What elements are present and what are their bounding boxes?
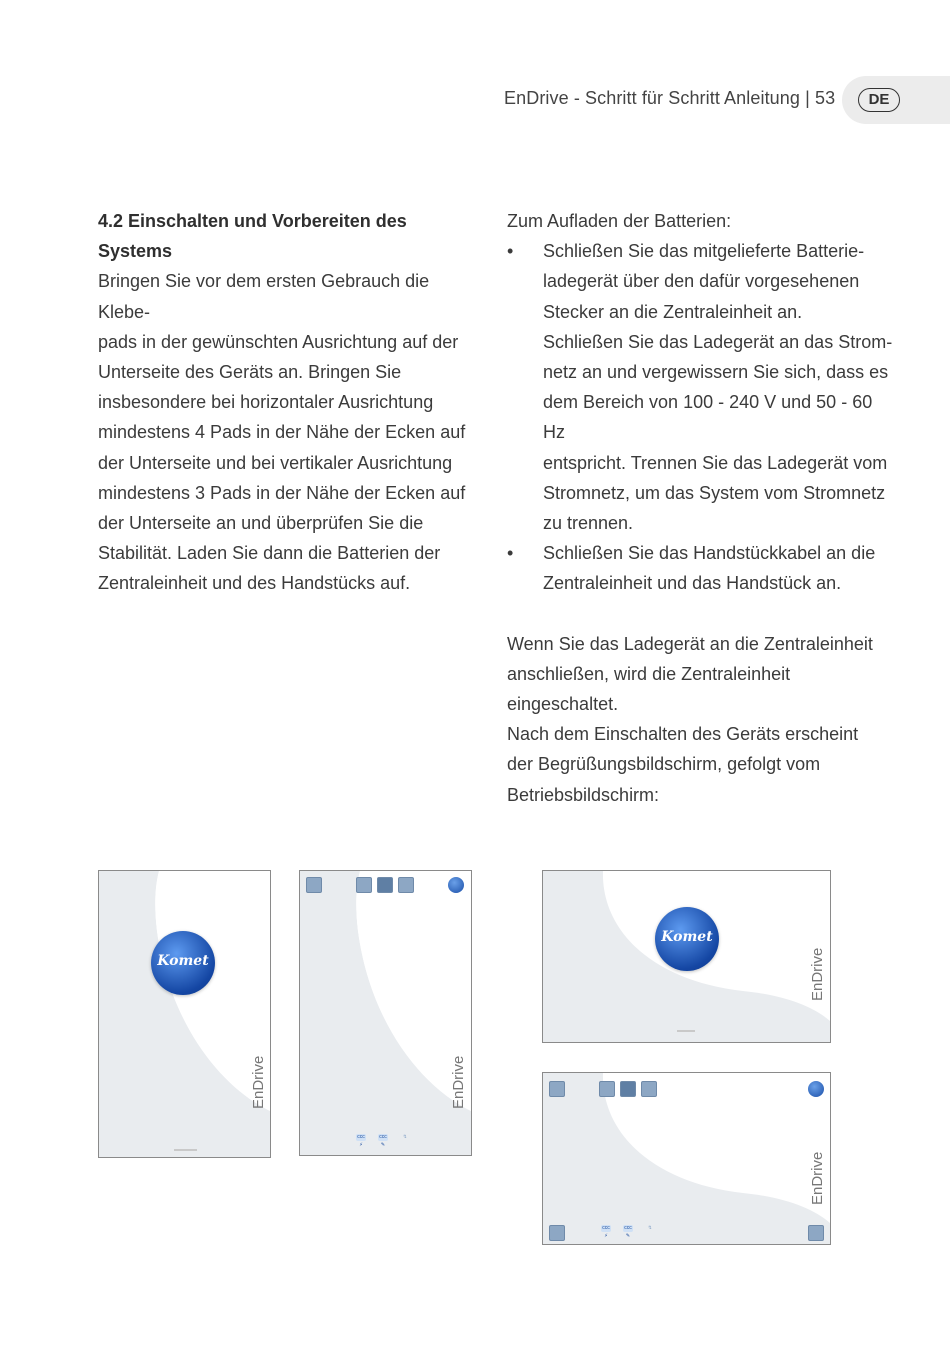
para-line: eingeschaltet.: [507, 694, 619, 715]
status-label: ccc: [602, 1225, 610, 1231]
left-line: mindestens 3 Pads in der Nähe der Ecken auf: [98, 482, 466, 503]
language-tab: [842, 76, 950, 124]
bullet-line: Schließen Sie das Handstückkabel an die: [543, 543, 876, 564]
operating-screen-portrait: [299, 870, 472, 1156]
para-line: Wenn Sie das Ladegerät an die Zentraleinheit: [507, 633, 873, 654]
handpiece-status-icon: ccc ✎: [624, 1225, 632, 1239]
left-column: [98, 206, 478, 599]
bullet-line: netz an und vergewissern Sie sich, dass es: [543, 362, 889, 383]
bullet-line: Schließen Sie das Ladegerät an das Strom-: [543, 331, 893, 352]
endrive-label: EnDrive: [450, 1055, 467, 1109]
program-icon[interactable]: [356, 877, 372, 893]
komet-logo: [151, 931, 215, 995]
bullet-item: [507, 236, 897, 538]
file-icon[interactable]: [398, 877, 414, 893]
handpiece-icon[interactable]: [377, 877, 393, 893]
left-line: mindestens 4 Pads in der Nähe der Ecken auf: [98, 422, 466, 443]
bullet-item: [507, 538, 897, 598]
settings-icon[interactable]: [306, 877, 322, 893]
bullet-line: zu trennen.: [543, 513, 634, 534]
para-line: Nach dem Einschalten des Geräts erscheint: [507, 724, 859, 745]
bullet-line: dem Bereich von 100 - 240 V und 50 - 60 Hz: [543, 392, 873, 443]
bullet-line: entspricht. Trennen Sie das Ladegerät vom: [543, 452, 888, 473]
para-line: Betriebsbildschirm:: [507, 784, 660, 805]
bullet-line: Schließen Sie das mitgelieferte Batterie-: [543, 241, 865, 262]
back-icon[interactable]: [549, 1225, 565, 1241]
section-heading: 4.2 Einschalten und Vorbereiten des Systems: [98, 211, 407, 262]
charging-intro: Zum Aufladen der Batterien:: [507, 211, 732, 231]
status-label: ccc: [624, 1225, 632, 1231]
battery-status-icon: ccc ⚡: [602, 1225, 610, 1239]
left-line: Zentraleinheit und des Handstücks auf.: [98, 573, 411, 594]
battery-status-icon: ccc ⚡: [357, 1134, 365, 1148]
handpiece-status-icon: ccc ✎: [379, 1134, 387, 1148]
bullet-symbol: •: [507, 241, 514, 262]
forward-icon[interactable]: [808, 1225, 824, 1241]
right-column: [507, 206, 897, 810]
para-line: anschließen, wird die Zentraleinheit: [507, 663, 791, 684]
handpiece-icon[interactable]: [620, 1081, 636, 1097]
bullet-symbol: •: [507, 543, 514, 564]
bullet-line: Stromnetz, um das System vom Stromnetz: [543, 482, 886, 503]
connection-status-icon: ↯: [647, 1225, 653, 1231]
komet-globe-icon[interactable]: [448, 877, 464, 893]
operating-screen-landscape: [542, 1072, 831, 1245]
settings-icon[interactable]: [549, 1081, 565, 1097]
endrive-label: EnDrive: [809, 1151, 826, 1205]
welcome-screen-landscape: [542, 870, 831, 1043]
program-icon[interactable]: [599, 1081, 615, 1097]
left-line: insbesondere bei horizontaler Ausrichtung: [98, 392, 434, 413]
left-line: pads in der gewünschten Ausrichtung auf der: [98, 331, 459, 352]
endrive-label: EnDrive: [250, 1055, 267, 1109]
left-line: der Unterseite an und überprüfen Sie die: [98, 513, 424, 534]
bullet-line: Zentraleinheit und das Handstück an.: [543, 573, 842, 594]
komet-logo: [655, 907, 719, 971]
bullet-line: Stecker an die Zentraleinheit an.: [543, 301, 803, 322]
status-label: ccc: [379, 1134, 387, 1140]
connection-status-icon: ↯: [402, 1134, 408, 1140]
endrive-label: EnDrive: [809, 947, 826, 1001]
left-line: der Unterseite und bei vertikaler Ausrichtung: [98, 452, 453, 473]
komet-logo-text: Komet: [157, 953, 209, 969]
language-badge: DE: [858, 88, 900, 112]
welcome-screen-portrait: [98, 870, 271, 1158]
page-header-title: EnDrive - Schritt für Schritt Anleitung | 53: [504, 88, 836, 108]
para-line: der Begrüßungsbildschirm, gefolgt vom: [507, 754, 821, 775]
komet-logo-text: Komet: [661, 929, 713, 945]
status-label: ccc: [357, 1134, 365, 1140]
left-line: Bringen Sie vor dem ersten Gebrauch die Klebe-: [98, 271, 430, 322]
bullet-line: ladegerät über den dafür vorgesehenen: [543, 271, 860, 292]
left-line: Stabilität. Laden Sie dann die Batterien der: [98, 543, 441, 564]
file-icon[interactable]: [641, 1081, 657, 1097]
left-line: Unterseite des Geräts an. Bringen Sie: [98, 362, 402, 383]
komet-globe-icon[interactable]: [808, 1081, 824, 1097]
